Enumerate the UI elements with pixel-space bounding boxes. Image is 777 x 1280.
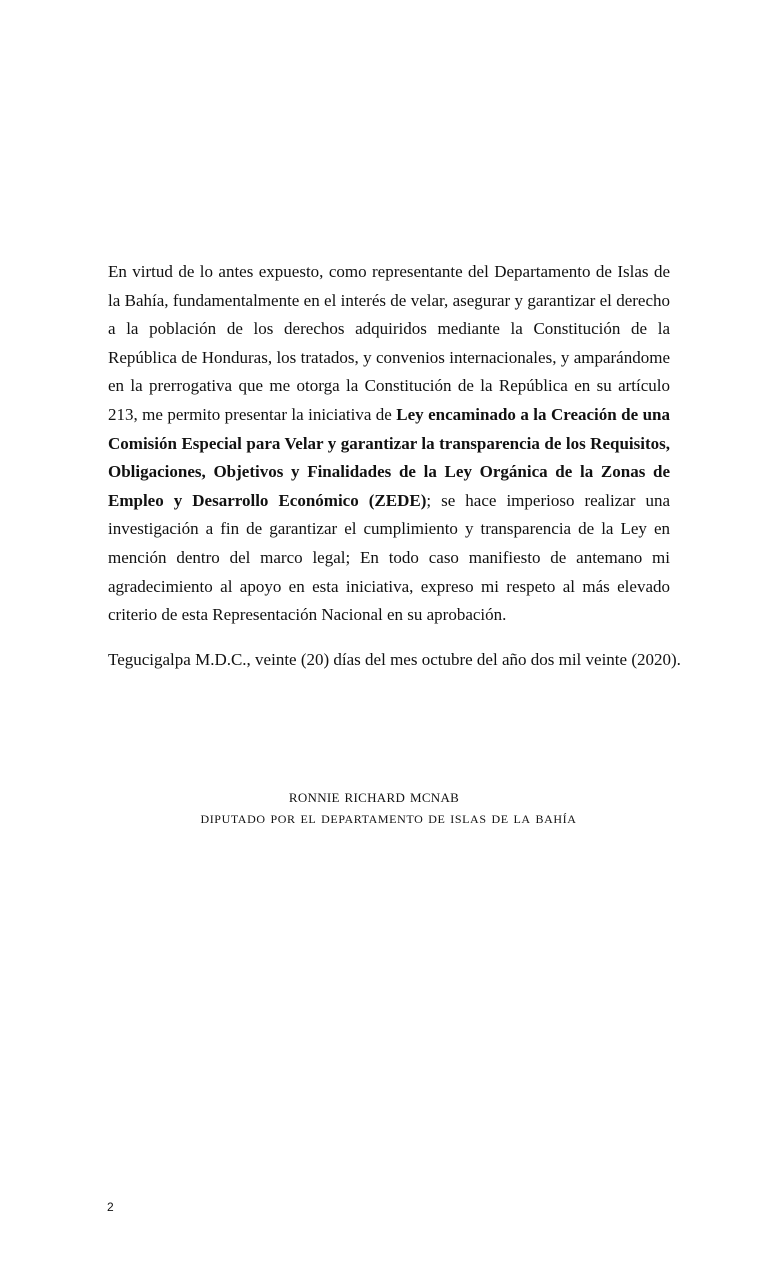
paragraph-text-end: ; se hace imperioso realizar una investigación a fin de garantizar el cumplimiento y transparencia de la Ley en mención dentro del marco legal; En todo caso manifiesto de antemano mi agradecimiento al apoyo en esta iniciativa, expreso mi respeto al más elevado criterio de esta Representación Nacional en su aprobación. (108, 490, 670, 625)
page-number: 2 (107, 1200, 114, 1214)
paragraph-bold-initiative: Ley encaminado a la Creación de una Comisión Especial para Velar y garantizar la transparencia de los Requisitos, Obligaciones, Objetivos y Finalidades de la Ley Orgánica de la Zonas de Empleo y Desarrollo Económico (ZEDE) (108, 404, 671, 510)
signature-title: diputado por el departamento de islas de la bahía (200, 808, 577, 827)
body-paragraph (108, 258, 670, 630)
signature-name: ronnie richard mcnab (288, 786, 460, 806)
date-line: Tegucigalpa M.D.C., veinte (20) días del mes octubre del año dos mil veinte (2020). (108, 650, 681, 669)
paragraph-text-start: En virtud de lo antes expuesto, como representante del Departamento de Islas de la Bahía, fundamentalmente en el interés de velar, asegurar y garantizar el derecho a la población de los derechos adquiridos mediante la Constitución de la República de Honduras, los tratados, y convenios internacionales, y amparándome en la prerrogativa que me otorga la Constitución de la República en su artículo 213, me permito presentar la iniciativa de (108, 262, 670, 424)
